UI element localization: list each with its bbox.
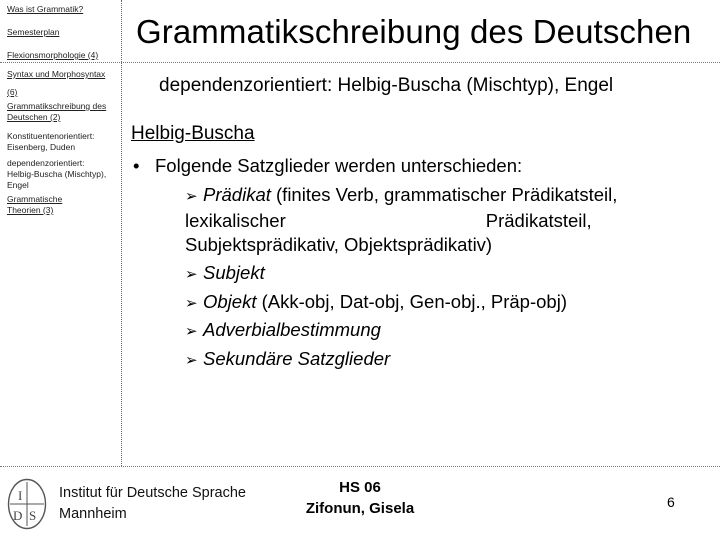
- course-info: [298, 477, 422, 519]
- sub-item-continuation-2: Subjektsprädikativ, Objektsprädikativ): [185, 234, 493, 255]
- arrow-bullet-icon: ➢: [185, 323, 198, 340]
- nav-link-syntax-morphosyntax-cont[interactable]: (6): [7, 87, 18, 97]
- institute-line-1: Institut für Deutsche Sprache: [59, 485, 246, 501]
- sub-item-objekt: [185, 289, 567, 317]
- sub-item-term: Objekt: [203, 291, 257, 312]
- ids-logo-icon: [7, 478, 47, 530]
- bullet-dot: •: [133, 155, 140, 176]
- institute-name: [59, 483, 246, 525]
- sub-item-detail: (Akk-obj, Dat-obj, Gen-obj., Präp-obj): [256, 291, 567, 312]
- sub-item-continuation-1: [185, 208, 592, 234]
- arrow-bullet-icon: ➢: [185, 295, 198, 312]
- sub-item-adverbialbestimmung: [185, 317, 381, 345]
- sub-item-praedikat: [185, 182, 617, 210]
- sub-item-detail: (finites Verb, grammatischer Prädikatsteil,: [270, 184, 618, 205]
- nav-link-syntax-morphosyntax[interactable]: Syntax und Morphosyntax: [7, 69, 106, 79]
- sub-item-subjekt: [185, 260, 265, 288]
- institute-line-2: Mannheim: [59, 506, 127, 522]
- nav-link-grammatische-theorien-cont[interactable]: Theorien (3): [7, 205, 54, 215]
- nav-divider: [121, 0, 122, 466]
- nav-link-grammatische-theorien[interactable]: Grammatische: [7, 194, 63, 204]
- nav-link-grammatikschreibung[interactable]: Grammatikschreibung des: [7, 101, 107, 111]
- continuation-text: lexikalischer: [185, 210, 286, 231]
- sub-item-sekundaere-satzglieder: [185, 346, 390, 374]
- author-name: Zifonun, Gisela: [305, 500, 415, 517]
- sub-item-term: Adverbialbestimmung: [203, 319, 381, 340]
- side-navigation: [0, 0, 122, 466]
- slide-title: Grammatikschreibung des Deutschen: [136, 13, 692, 50]
- nav-link-semesterplan[interactable]: Semesterplan: [7, 27, 60, 37]
- slide-subtitle: dependenzorientiert: Helbig-Buscha (Mischtyp), Engel: [159, 75, 614, 96]
- sub-item-term: Sekundäre Satzglieder: [203, 348, 391, 369]
- bullet-text: Folgende Satzglieder werden unterschieden:: [155, 155, 523, 176]
- svg-text:D: D: [13, 508, 23, 523]
- course-code: HS 06: [339, 479, 381, 496]
- nav-text-konstituentenorientiert: Konstituentenorientiert:: [7, 131, 95, 141]
- footer-divider: [0, 466, 720, 467]
- arrow-bullet-icon: ➢: [185, 188, 198, 205]
- section-heading: Helbig-Buscha: [131, 123, 255, 144]
- nav-text-engel: Engel: [7, 180, 29, 190]
- arrow-bullet-icon: ➢: [185, 266, 198, 283]
- nav-link-flexionsmorphologie[interactable]: Flexionsmorphologie (4): [7, 50, 99, 60]
- sub-item-term: Subjekt: [203, 262, 265, 283]
- bullet-item: [131, 153, 522, 179]
- svg-text:I: I: [18, 488, 23, 503]
- nav-text-dependenzorientiert: dependenzorientiert:: [7, 158, 85, 168]
- nav-link-was-ist-grammatik[interactable]: Was ist Grammatik?: [7, 4, 84, 14]
- nav-text-helbig-buscha: Helbig-Buscha (Mischtyp),: [7, 169, 107, 179]
- continuation-text: Prädikatsteil,: [485, 210, 592, 231]
- svg-text:S: S: [29, 508, 37, 523]
- title-divider: [0, 62, 720, 63]
- page-number: 6: [667, 494, 675, 510]
- arrow-bullet-icon: ➢: [185, 352, 198, 369]
- sub-item-term: Prädikat: [203, 184, 271, 205]
- nav-text-eisenberg-duden: Eisenberg, Duden: [7, 142, 76, 152]
- nav-link-grammatikschreibung-cont[interactable]: Deutschen (2): [7, 112, 61, 122]
